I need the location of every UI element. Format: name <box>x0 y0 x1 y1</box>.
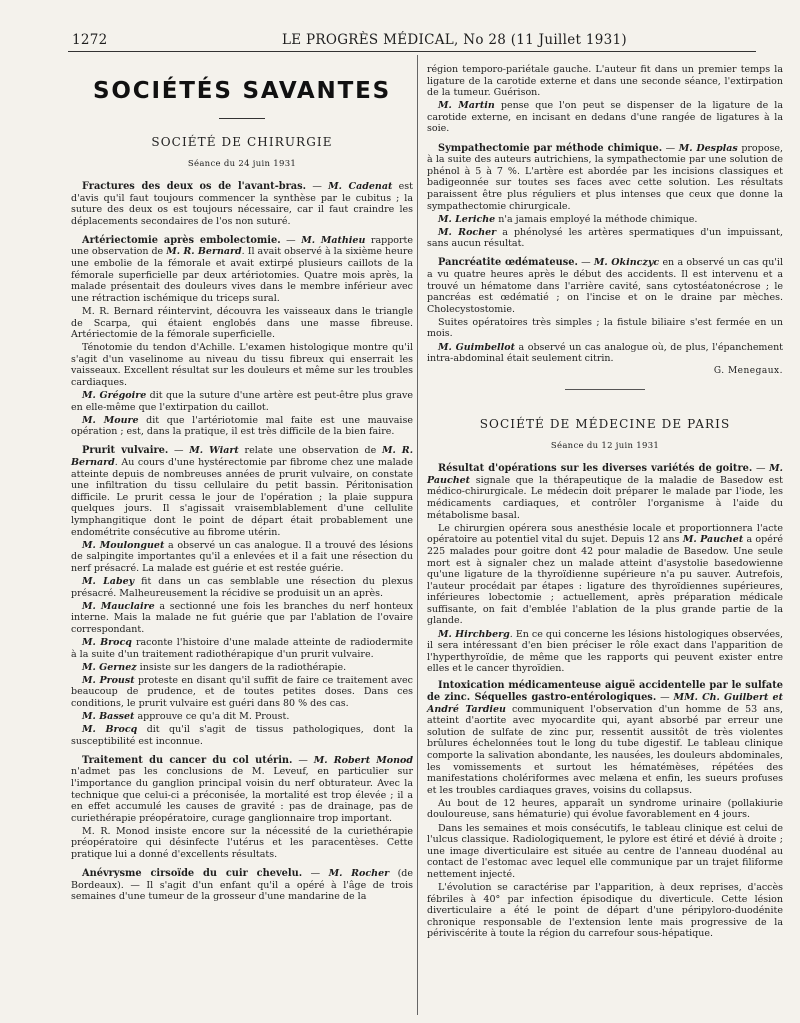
comment-paragraph <box>71 675 413 710</box>
article-title: Prurit vulvaire. <box>82 445 169 457</box>
author-name: M. Pauchet <box>427 463 783 486</box>
article-title: Résultat d'opérations sur les diverses variétés de goitre. <box>438 463 753 475</box>
comment-text: approuve ce qu'a dit M. Proust. <box>137 711 290 723</box>
author-name: M. Desplas <box>678 142 738 154</box>
section-title: SOCIÉTÉS SAVANTES <box>93 78 391 104</box>
paragraph: Dans les semaines et mois consécutifs, le tableau clinique est celui de l'ulcus classique. Radiologiquement, le pylore est étiré et dévié à droite ; une image diverticulaire est située au centre de l'anneau duodénal au contact de l'estomac avec lequel elle communique par un trajet filiforme nettement injecté. <box>427 822 783 880</box>
author-name: M. Pauchet <box>682 534 744 546</box>
author-name: M. Mauclaire <box>82 600 155 612</box>
comment-paragraph <box>427 342 783 365</box>
society-heading-medecine: SOCIÉTÉ DE MÉDECINE DE PARIS <box>479 417 731 432</box>
comment-text: proteste en disant qu'il suffit de faire ce traitement avec beaucoup de prudence, et de toutes petites doses. Dans ces conditions, le prurit vulvaire est guéri dans 80 % des cas. <box>71 674 413 709</box>
column-divider <box>417 55 418 1015</box>
running-title: LE PROGRÈS MÉDICAL, No 28 (11 Juillet 1931) <box>282 32 627 48</box>
article-title: Artériectomie après embolectomie. <box>82 234 281 246</box>
author-name: M. Gernez <box>82 661 137 673</box>
comment-text: insiste sur les dangers de la radiothérapie. <box>139 661 347 673</box>
comment-paragraph <box>427 214 783 226</box>
article-intoxication: Intoxication médicamenteuse aiguë accidentelle par le sulfate de zinc. Séquelles gastro-entérologiques. — MM. Ch. Guilbert et André Tardieu communiquent l'observation d'un homme de 53 ans, atteint d'aortite avec myocardite qui, ayant absorbé par erreur une solution de sulfate de zinc pur, ressentit aussitôt de très violentes brûlures échelonnées tout le long du tube digestif. Le tableau clinique comporte la salivation abondante, les nausées, les douleurs abdominales, les vomissements et surtout les hématémèses, répétées des manifestations cholériformes avec melæna et enfin, les sueurs profuses et les troubles cardiaques graves, voisins du collapsus. <box>427 680 783 796</box>
paragraph: L'évolution se caractérise par l'apparition, à deux reprises, d'accès fébriles à 40° par infection épisodique du diverticule. Cette lésion diverticulaire a été le point de départ d'une péripyloro-duodénite chronique responsable de l'extension lente mais progressive de la périviscérite à toute la région du carrefour sous-hépatique. <box>427 882 783 940</box>
article-goitre: Résultat d'opérations sur les diverses variétés de goitre. — M. Pauchet signale que la thérapeutique de la maladie de Basedow est médico-chirurgicale. Le médecin doit préparer le malade par l'iode, les médicaments cardiaques, et contrôler l'organisme à l'aide du métabolisme basal. <box>427 463 783 521</box>
session-date-chirurgie: Séance du 24 juin 1931 <box>187 159 297 169</box>
comment-paragraph <box>71 662 413 674</box>
article-text: n'admet pas les conclusions de M. Leveuf, en particulier sur l'importance du ganglion principal voisin du nerf obturateur. Avec la technique que celui-ci a préconisée, la mortalité est trop élevée ; il a en effet accumulé les causes de gravité : pas de drainage, pas de curiethérapie préopératoire, curage ganglionnaire trop important. <box>71 766 413 824</box>
author-name: M. Moure <box>82 414 139 426</box>
signature: G. Menegaux. <box>713 366 783 377</box>
article-title: Anévrysme cirsoïde du cuir chevelu. <box>82 868 303 880</box>
author-name: M. Guimbellot <box>438 341 515 353</box>
comment-text: n'a jamais employé la méthode chimique. <box>498 213 698 225</box>
author-name: M. Mathieu <box>301 234 366 246</box>
section-rule <box>565 389 645 390</box>
comment-paragraph <box>427 629 783 675</box>
comment-text: a phénolysé les artères spermatiques d'un impuissant, sans aucun résultat. <box>427 226 783 250</box>
right-column <box>427 64 783 942</box>
paragraph: M. R. Bernard réintervint, découvra les vaisseaux dans le triangle de Scarpa, qui étaient englobés dans une masse fibreuse. Artériectomie de la fémorale superficielle. <box>71 305 413 341</box>
author-name: M. Proust <box>82 674 135 686</box>
author-name: M. Cadenat <box>328 181 393 192</box>
article-sympathectomie: Sympathectomie par méthode chimique. — M. Desplas propose, à la suite des auteurs autrichiens, la sympathectomie par une solution de phénol à 5 à 7 %. L'artère est abordée par les incisions classiques et badigeonnée sur toutes ses faces avec cette solution. Les résultats paraissent être plus réguliers et plus intenses que ceux que donne la sympathectomie chirurgicale. <box>427 142 783 212</box>
comment-text: raconte l'histoire d'une malade atteinte de radiodermite à la suite d'un traitement radiothérapique d'un prurit vulvaire. <box>71 636 413 660</box>
page-number: 1272 <box>72 32 108 48</box>
author-name: M. Okinczyc <box>593 257 660 269</box>
article-text: relate une observation de <box>244 445 377 457</box>
article-title: Intoxication médicamenteuse aiguë accidentelle par le sulfate de zinc. Séquelles gastro-entérologiques. <box>427 680 783 704</box>
comment-paragraph <box>71 390 413 413</box>
author-name: M. Leriche <box>438 213 496 225</box>
article-title: Traitement du cancer du col utérin. <box>82 754 293 766</box>
article-pancreatite: Pancréatite œdémateuse. — M. Okinczyc en a observé un cas qu'il a vu quatre heures après le début des accidents. Il est intervenu et a trouvé un hématome dans l'arrière cavité, sans cytostéatonécrose ; le pancréas est œdématié ; on l'incise et on le draine par mèches. Cholecystostomie. <box>427 257 783 315</box>
article-text: (de Bordeaux). — Il s'agit d'un enfant qu'il a opéré à l'âge de trois semaines d'une tumeur de la grosseur d'une mandarine de la <box>71 868 414 903</box>
author-name: M. Grégoire <box>82 390 147 402</box>
article-anevrysme: Anévrysme cirsoïde du cuir chevelu. — M. Rocher (de Bordeaux). — Il s'agit d'un enfant qu'il a opéré à l'âge de trois semaines d'une tumeur de la grosseur d'une mandarine de la <box>71 868 414 903</box>
paragraph <box>427 523 783 627</box>
article-title: Sympathectomie par méthode chimique. <box>438 142 663 154</box>
author-name: M. R. Bernard <box>166 246 242 258</box>
comment-paragraph <box>71 711 413 723</box>
comment-paragraph <box>71 637 413 660</box>
article-title: Pancréatite œdémateuse. <box>438 257 578 269</box>
paragraph-continued: région temporo-pariétale gauche. L'auteur fit dans un premier temps la ligature de la carotide externe et dans une seconde séance, l'extirpation de la tumeur. Guérison. <box>427 64 783 99</box>
author-name: MM. Ch. Guilbert et André Tardieu <box>427 692 783 715</box>
comment-text: a observé un cas analogue. Il a trouvé des lésions de salpingite importantes qu'il a enlevées et il a fait une résection du nerf présacré. La malade est guérie et est restée guérie. <box>71 539 413 574</box>
article-text: . Au cours d'une hystérectomie par fibrome chez une malade atteinte depuis de nombreuses années de prurit vulvaire, on constate une infiltration du tissu cellulaire du petit bassin. Péritonisation difficile. Le prurit cessa le jour de l'opération ; la plaie suppura quelques jours. Il s'agissait vraisemblablement d'une cellulite lymphangitique dont le point de départ était probablement une endométrite consécutive au fibrome utérin. <box>71 457 413 538</box>
author-name: M. Brocq <box>82 724 138 736</box>
author-name: M. R. Bernard <box>71 445 414 469</box>
author-name: M. Rocher <box>328 868 390 880</box>
comment-text: a sectionné une fois les branches du nerf honteux interne. Mais la malade ne fut guérie que par l'ablation de l'ovaire correspondant. <box>71 600 413 635</box>
left-column <box>71 62 413 904</box>
author-name: M. Rocher <box>438 226 497 238</box>
article-text: en a observé un cas qu'il a vu quatre heures après le début des accidents. Il est intervenu et a trouvé un hématome dans l'arrière cavité, sans cytostéatonécrose ; le pancréas est œdématié ; on l'incise et on le draine par mèches. Cholecystostomie. <box>427 257 783 315</box>
comment-paragraph <box>427 100 783 135</box>
author-name: M. Labey <box>82 576 135 587</box>
session-date-medecine: Séance du 12 juin 1931 <box>550 441 660 452</box>
comment-paragraph <box>71 576 413 599</box>
comment-text: dit qu'il s'agit de tissus pathologiques, dont la susceptibilité est inconnue. <box>71 724 413 747</box>
comment-text: dit que la suture d'une artère est peut-être plus grave en elle-même que l'extirpation du caillot. <box>71 390 413 413</box>
comment-text: dit que l'artériotomie mal faite est une mauvaise opération ; est, dans la pratique, il est très difficile de la bien faire. <box>71 414 413 438</box>
comment-text: a observé un cas analogue où, de plus, l'épanchement intra-abdominal était seulement citrin. <box>427 341 784 365</box>
article-text: rapporte une observation de <box>71 234 413 258</box>
author-name: M. Hirchberg <box>438 628 510 640</box>
comment-paragraph <box>71 415 413 438</box>
author-name: M. Martin <box>438 100 495 112</box>
comment-paragraph <box>71 724 413 747</box>
author-name: M. Robert Monod <box>313 754 413 766</box>
article-text: signale que la thérapeutique de la maladie de Basedow est médico-chirurgicale. Le médecin doit préparer le malade par l'iode, les médicaments cardiaques, et contrôler l'organisme à l'aide du métabolisme basal. <box>427 474 783 521</box>
comment-paragraph <box>71 601 413 636</box>
author-name: M. Brocq <box>82 636 132 648</box>
comment-text: pense que l'on peut se dispenser de la ligature de la carotide externe, en incisant en dedans d'une rangée de ligatures à la soie. <box>427 100 783 135</box>
comment-text: . En ce qui concerne les lésions histologiques observées, il sera intéressant d'en bien préciser le rôle exact dans l'apparition de l'hyperthyroïdie, de même que les rapports qui peuvent exister entre elles et le cancer thyroïdien. <box>427 628 783 675</box>
paragraph-text: a opéré 225 malades pour goitre dont 42 pour maladie de Basedow. Une seule mort est à signaler chez un malade atteint d'asystolie basedowienne qu'une ligature de la thyroïdienne supérieure n'a pu sauver. Autrefois, l'auteur procédait par étapes : ligature des thyroïdiennes supérieures, inférieures lobectomie ; actuellement, après préparation médicale suffisante, on fait d'emblée l'ablation de la plus grande partie de la glande. <box>427 534 783 627</box>
paragraph: M. R. Monod insiste encore sur la nécessité de la curiethérapie préopératoire qui désinfecte l'utérus et les paracentèses. Cette pratique lui a donné d'excellents résultats. <box>71 825 413 861</box>
author-name: M. Basset <box>82 711 135 723</box>
paragraph-text: Le chirurgien opérera sous anesthésie locale et proportionnera l'acte opératoire au potentiel vital du sujet. Depuis 12 ans <box>427 522 783 546</box>
article-fractures: Fractures des deux os de l'avant-bras. — M. Cadenat est d'avis qu'il faut toujours commencer la synthèse par le cubitus ; la suture des deux os est toujours nécessaire, car il faut craindre les déplacements secondaires de l'os non suturé. <box>71 181 413 227</box>
paragraph: Au bout de 12 heures, apparaît un syndrome urinaire (pollakiurie douloureuse, sans hématurie) qui évolue favorablement en 4 jours. <box>427 797 783 821</box>
article-text: est d'avis qu'il faut toujours commencer la synthèse par le cubitus ; la suture des deux os est toujours nécessaire, car il faut craindre les déplacements secondaires de l'os non suturé. <box>71 181 413 227</box>
article-text: propose, à la suite des auteurs autrichiens, la sympathectomie par une solution de phénol à 5 à 7 %. L'artère est abordée par les incisions classiques et badigeonnée sur toutes ses faces avec cette solution. Les résultats paraissent être plus réguliers et plus intenses que ceux que donne la sympathectomie chirurgicale. <box>427 142 783 212</box>
article-arteriectomie: Artériectomie après embolectomie. — M. Mathieu rapporte une observation de M. R. Bernard. Il avait observé à la sixième heure une embolie de la fémorale et avait extirpé plusieurs caillots de la fémorale superficielle par deux artériotomies. Quatre mois après, la malade présentait des douleurs vives dans le membre inférieur avec une rétraction ischémique du triceps sural. <box>71 234 413 304</box>
article-text: communiquent l'observation d'un homme de 53 ans, atteint d'aortite avec myocardite qui, ayant absorbé par erreur une solution de sulfate de zinc pur, ressentit aussitôt de très violentes brûlures échelonnées tout le long du tube digestif. Le tableau clinique comporte la salivation abondante, les nausées, les douleurs abdominales, les vomissements et surtout les hématémèses, répétées des manifestations cholériformes avec melæna et enfin, les sueurs profuses et les troubles cardiaques graves, voisins du collapsus. <box>427 703 783 796</box>
header-rule <box>68 51 756 52</box>
author-name: M. Moulonguet <box>82 539 165 551</box>
author-name: M. Wiart <box>189 445 239 457</box>
society-heading-chirurgie: SOCIÉTÉ DE CHIRURGIE <box>151 135 333 149</box>
article-prurit: Prurit vulvaire. — M. Wiart relate une observation de M. R. Bernard. Au cours d'une hystérectomie par fibrome chez une malade atteinte depuis de nombreuses années de prurit vulvaire, on constate une infiltration du tissu cellulaire du petit bassin. Péritonisation difficile. Le prurit cessa le jour de l'opération ; la plaie suppura quelques jours. Il s'agissait vraisemblablement d'une cellulite lymphangitique dont le point de départ était probablement une endométrite consécutive au fibrome utérin. <box>71 445 414 538</box>
title-rule <box>219 118 265 119</box>
comment-paragraph <box>71 540 413 575</box>
article-title: Fractures des deux os de l'avant-bras. <box>82 181 307 192</box>
article-cancer: Traitement du cancer du col utérin. — M. Robert Monod n'admet pas les conclusions de M. Leveuf, en particulier sur l'importance du ganglion principal voisin du nerf obturateur. Avec la technique que celui-ci a préconisée, la mortalité est trop élevée ; il a en effet accumulé les causes de gravité : pas de drainage, pas de curiethérapie préopératoire, curage ganglionnaire trop important. <box>71 754 413 824</box>
paragraph: Ténotomie du tendon d'Achille. L'examen histologique montre qu'il s'agit d'un vaselinome au niveau du tissu fibreux qui enserrait les vaisseaux. Excellent résultat sur les douleurs et même sur les troubles cardiaques. <box>71 342 413 388</box>
comment-paragraph <box>427 227 783 250</box>
paragraph: Suites opératoires très simples ; la fistule biliaire s'est fermée en un mois. <box>427 316 783 340</box>
article-text: . Il avait observé à la sixième heure une embolie de la fémorale et avait extirpé plusieurs caillots de la fémorale superficielle par deux artériotomies. Quatre mois après, la malade présentait des douleurs vives dans le membre inférieur avec une rétraction ischémique du triceps sural. <box>71 246 413 304</box>
comment-text: fit dans un cas semblable une résection du plexus présacré. Malheureusement la récidive se produisit un an après. <box>71 576 413 599</box>
